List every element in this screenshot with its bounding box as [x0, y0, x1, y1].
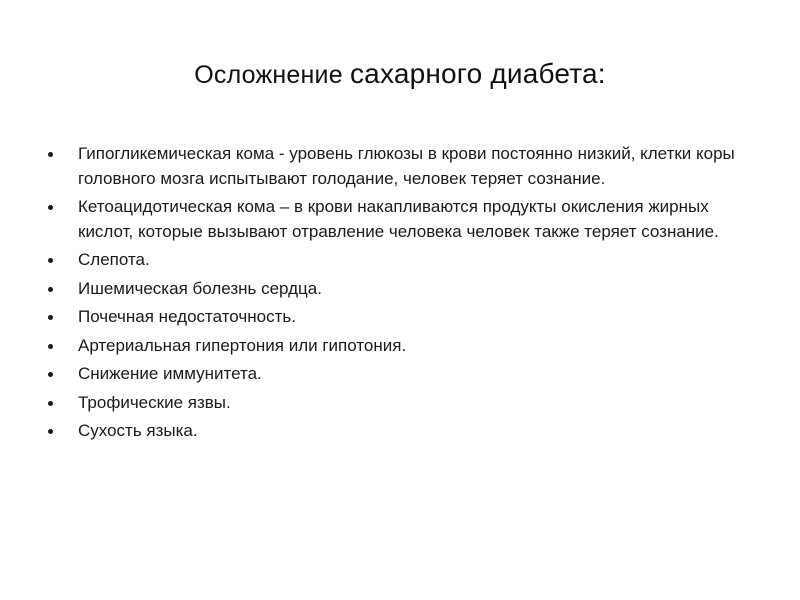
list-item [48, 195, 748, 244]
slide-title-part1: Осложнение [194, 61, 350, 89]
list-item-text: Трофические язвы. [78, 392, 231, 412]
bullet-dot-icon [48, 258, 53, 263]
list-item-text: Кетоацидотическая кома – в крови накапливаются продукты окисления жирных кислот, которые вызывают отравление человека человек также теряет сознание. [78, 197, 719, 241]
list-item [48, 277, 748, 302]
list-item [48, 142, 748, 191]
list-item-text: Сухость языка. [78, 421, 198, 440]
bullet-dot-icon [48, 401, 53, 406]
bullet-dot-icon [48, 315, 53, 320]
slide-title [0, 58, 800, 90]
list-item-text: Почечная недостаточность. [78, 307, 296, 326]
list-item [48, 334, 748, 359]
list-item [48, 362, 748, 387]
bullet-dot-icon [48, 152, 53, 157]
list-item-text: Слепота. [78, 250, 150, 269]
list-item-text: Снижение иммунитета. [78, 364, 262, 383]
bullet-dot-icon [48, 344, 53, 349]
list-item [48, 419, 748, 444]
bullet-list [48, 142, 748, 448]
list-item-text: Гипогликемическая кома - уровень глюкозы в крови постоянно низкий, клетки коры головного мозга испытывают голодание, человек теряет сознание. [78, 144, 735, 188]
list-item-text: Ишемическая болезнь сердца. [78, 278, 322, 298]
list-item [48, 305, 748, 330]
list-item [48, 248, 748, 273]
bullet-dot-icon [48, 429, 53, 434]
list-item-text: Артериальная гипертония или гипотония. [78, 335, 407, 355]
list-item [48, 391, 748, 416]
bullet-dot-icon [48, 287, 53, 292]
bullet-dot-icon [48, 372, 53, 377]
bullet-dot-icon [48, 205, 53, 210]
slide-title-part2: сахарного диабета: [349, 58, 606, 89]
